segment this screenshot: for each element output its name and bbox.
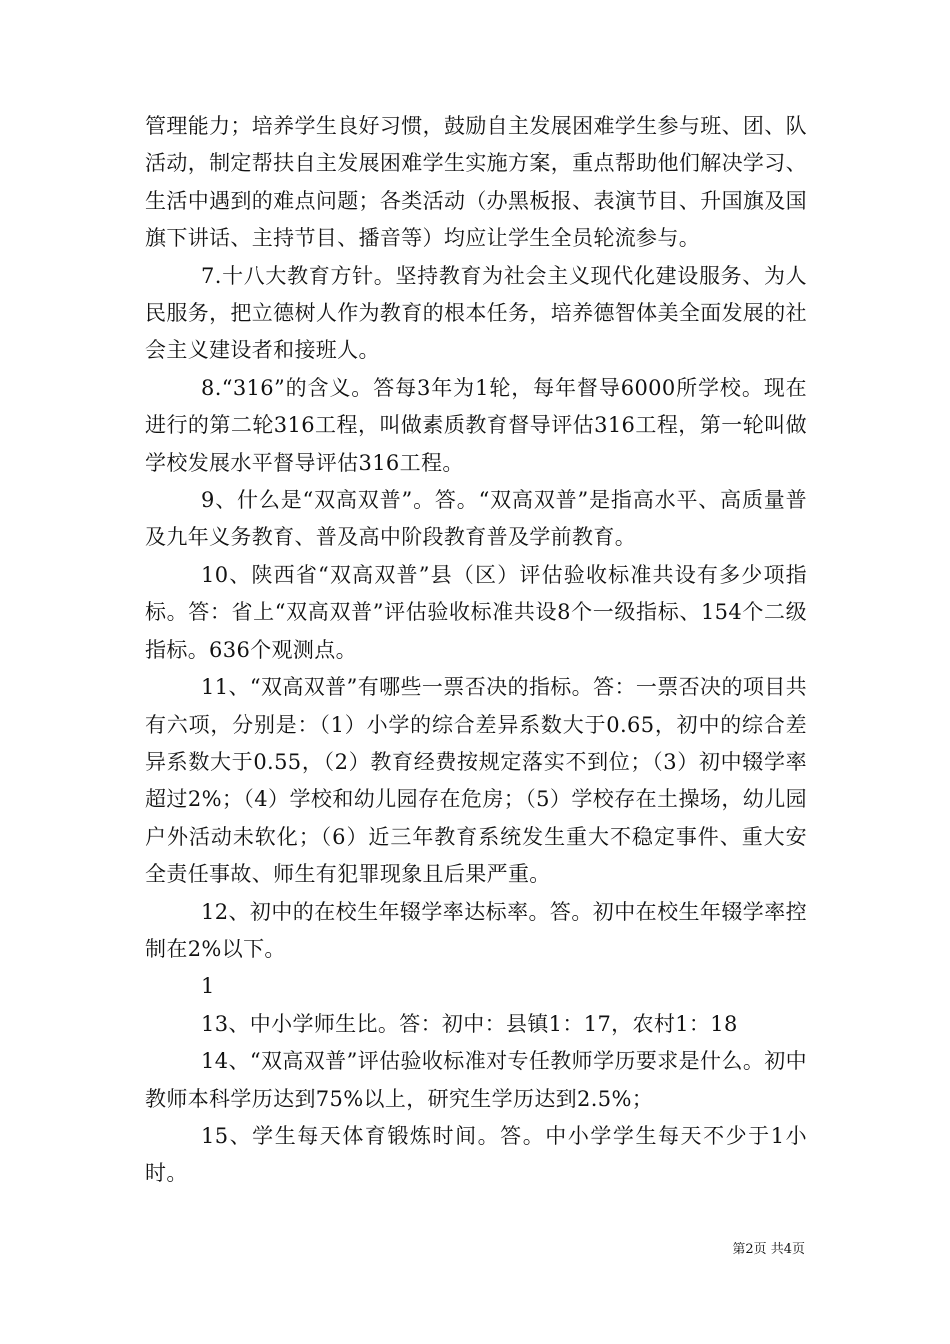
page-footer: 第2页 共4页: [732, 1242, 805, 1257]
paragraph-item-12: 12、初中的在校生年辍学率达标率。答。初中在校生年辍学率控制在2%以下。: [145, 899, 807, 961]
document-body: [145, 108, 807, 1193]
paragraph-item-9: 9、什么是“双高双普”。答。“双高双普”是指高水平、高质量普及九年义务教育、普及高中阶段教育普及学前教育。: [145, 488, 807, 550]
paragraph-continuation: 管理能力；培养学生良好习惯，鼓励自主发展困难学生参与班、团、队活动，制定帮扶自主发展困难学生实施方案，重点帮助他们解决学习、生活中遇到的难点问题；各类活动（办黑板报、表演节目、升国旗及国旗下讲话、主持节目、播音等）均应让学生全员轮流参与。: [145, 114, 807, 251]
paragraph-item-11: 11、“双高双普”有哪些一票否决的指标。答：一票否决的项目共有六项，分别是：（1）小学的综合差异系数大于0.65，初中的综合差异系数大于0.55，（2）教育经费按规定落实不到位；（3）初中辍学率超过2%；（4）学校和幼儿园存在危房；（5）学校存在土操场，幼儿园户外活动未软化；（6）近三年教育系统发生重大不稳定事件、重大安全责任事故、师生有犯罪现象且后果严重。: [145, 675, 807, 887]
paragraph-item-10: 10、陕西省“双高双普”县（区）评估验收标准共设有多少项指标。答：省上“双高双普”评估验收标准共设8个一级指标、154个二级指标。636个观测点。: [145, 562, 807, 662]
inline-page-number: 1: [201, 974, 215, 999]
paragraph-item-8: 8.“316”的含义。答每3年为1轮，每年督导6000所学校。现在进行的第二轮316工程，叫做素质教育督导评估316工程，第一轮叫做学校发展水平督导评估316工程。: [145, 375, 807, 475]
paragraph-item-7: 7.十八大教育方针。坚持教育为社会主义现代化建设服务、为人民服务，把立德树人作为教育的根本任务，培养德智体美全面发展的社会主义建设者和接班人。: [145, 263, 807, 363]
paragraph-item-14: 14、“双高双普”评估验收标准对专任教师学历要求是什么。初中教师本科学历达到75%以上，研究生学历达到2.5%；: [145, 1049, 807, 1111]
paragraph-item-15: 15、学生每天体育锻炼时间。答。中小学学生每天不少于1小时。: [145, 1123, 807, 1186]
paragraph-item-13: 13、中小学师生比。答：初中：县镇1：17，农村1：18: [201, 1011, 738, 1036]
